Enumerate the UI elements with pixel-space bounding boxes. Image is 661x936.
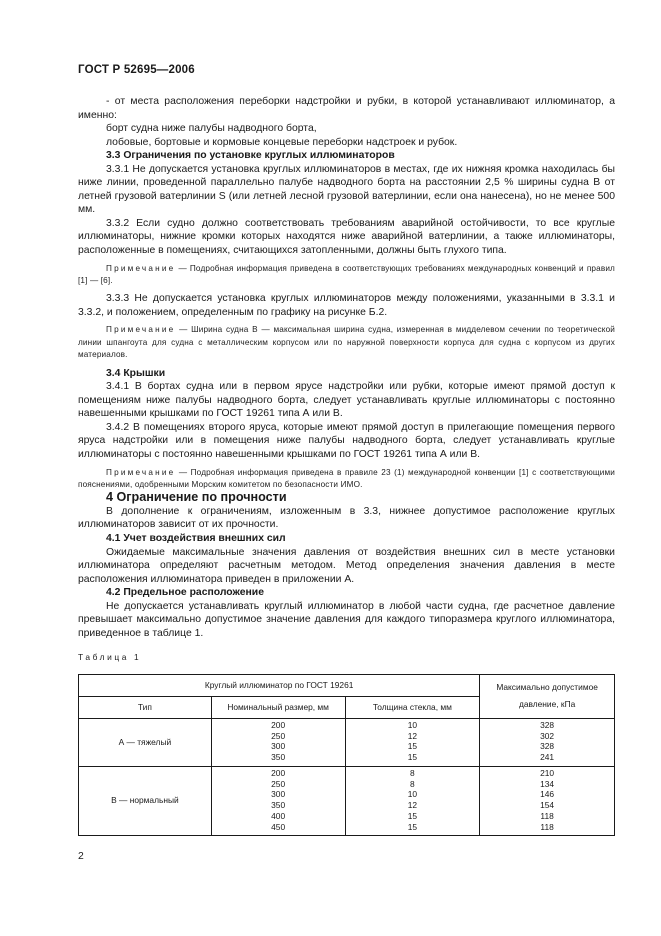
paragraph-3-3-1: 3.3.1 Не допускается установка круглых иллюминаторов в местах, где их нижняя кромка находилась бы ниже линии, проведенной параллельно палубе надводного борта на расстоянии 2,5 % ширины судна B от летней грузовой ватерлинии S (или летней лесной грузовой ватерлинии, если она нанесена), но не менее 500 мм. <box>78 163 615 216</box>
table-value: 350 <box>271 800 286 811</box>
table-value: 250 <box>271 778 286 789</box>
table-cell-sizes <box>211 718 345 766</box>
document-body <box>78 95 615 836</box>
section-heading-3-3: 3.3 Ограничения по установке круглых иллюминаторов <box>106 150 395 162</box>
table-cell-sizes <box>211 766 345 835</box>
table-caption: Таблица 1 <box>78 652 142 663</box>
paragraph-3-4-2: 3.4.2 В помещениях второго яруса, которые имеют прямой доступ в прилегающие помещения первого яруса надстройки или в помещения ниже палубы надводного борта, следует устанавливать круглые иллюминаторы с постоянно навешенными крышками по ГОСТ 19261 типа А или В. <box>78 421 615 460</box>
note-text: — Подробная информация приведена в соответствующих требованиях международных конвенций и правил [1] — [6]. <box>78 263 615 285</box>
table-value: 8 <box>410 767 415 778</box>
table-value: 134 <box>540 778 555 789</box>
table-cell-type: А — тяжелый <box>79 718 212 766</box>
table-value: 15 <box>407 811 418 822</box>
table-value: 400 <box>271 811 286 822</box>
table-value: 12 <box>407 800 418 811</box>
table-value: 328 <box>540 719 555 730</box>
table-row <box>79 718 615 766</box>
table-cell-pressure <box>480 766 615 835</box>
table-value: 15 <box>407 741 418 752</box>
table-value: 10 <box>407 719 418 730</box>
table-group-header: Круглый иллюминатор по ГОСТ 19261 <box>79 674 480 696</box>
table-value: 328 <box>540 741 555 752</box>
table-value: 154 <box>540 800 555 811</box>
table-value: 210 <box>540 767 555 778</box>
table-cell-type: В — нормальный <box>79 766 212 835</box>
paragraph-3-3-2: 3.3.2 Если судно должно соответствовать требованиям аварийной остойчивости, то все круглые иллюминаторы, нижние кромки которых находятся ниже аварийной ватерлинии, а также иллюминаторы, расположенные в помещениях, считающихся затопленными, должны быть глухого типа. <box>78 217 615 257</box>
note-label: Примечание <box>106 263 176 273</box>
table-value: 300 <box>271 741 286 752</box>
table-value: 350 <box>271 752 286 763</box>
note <box>78 467 615 492</box>
table-value: 15 <box>407 821 418 832</box>
note-label: Примечание <box>106 467 176 477</box>
table-value: 250 <box>271 730 286 741</box>
paragraph-3-3-3: 3.3.3 Не допускается установка круглых иллюминаторов между положениями, указанными в 3.3.1 и 3.3.2, и положением, определенным по графику на рисунке Б.2. <box>78 293 615 318</box>
table-cell-thickness <box>345 718 480 766</box>
paragraph-4: В дополнение к ограничениям, изложенным в 3.3, нижнее допустимое расположение круглых иллюминаторов зависит от их прочности. <box>78 505 615 531</box>
note-label: Примечание <box>106 325 176 335</box>
paragraph: борт судна ниже палубы надводного борта, <box>106 123 317 135</box>
table-value: 8 <box>410 778 415 789</box>
table-value: 241 <box>540 752 555 763</box>
table-value: 302 <box>540 730 555 741</box>
section-heading-4-1: 4.1 Учет воздействия внешних сил <box>106 532 286 544</box>
data-table <box>78 674 615 836</box>
table-header-thickness: Толщина стекла, мм <box>345 696 480 718</box>
table-cell-thickness <box>345 766 480 835</box>
paragraph-4-2: Не допускается устанавливать круглый иллюминатор в любой части судна, где расчетное давление превышает максимально допустимое значение давления для каждого типоразмера круглого иллюминатора, приведенное в таблице 1. <box>78 600 615 639</box>
table-value: 10 <box>407 789 418 800</box>
note <box>78 263 615 288</box>
paragraph: - от места расположения переборки надстройки и рубки, в которой устанавливают иллюминатор, а именно: <box>78 96 615 121</box>
section-heading-4-2: 4.2 Предельное расположение <box>106 587 264 599</box>
page-number: 2 <box>78 851 84 862</box>
table-value: 146 <box>540 789 555 800</box>
paragraph: лобовые, бортовые и кормовые концевые переборки надстроек и рубок. <box>106 136 458 148</box>
table-value: 200 <box>271 719 286 730</box>
table-value: 200 <box>271 767 286 778</box>
table-cell-pressure <box>480 718 615 766</box>
note-text: — Подробная информация приведена в правиле 23 (1) международной конвенции [1] с соответствующими пояснениями, одобренными Морским комитетом по безопасности ИМО. <box>78 467 615 489</box>
table-header-type: Тип <box>79 696 212 718</box>
table-header-size: Номинальный размер, мм <box>211 696 345 718</box>
paragraph-3-4-1: 3.4.1 В бортах судна или в первом ярусе надстройки или рубки, которые имеют прямой доступ к помещениям ниже палубы надводного борта, следует устанавливать круглые иллюминаторы с постоянно навешенными крышками по ГОСТ 19261 типа А или В. <box>78 381 615 420</box>
table-value: 118 <box>540 821 554 832</box>
note <box>78 324 615 361</box>
table-value: 15 <box>407 752 418 763</box>
paragraph-4-1: Ожидаемые максимальные значения давления от воздействия внешних сил в месте установки иллюминатора определяют расчетным методом. Метод определения значения давления в месте расположения иллюминатора приведен в приложении А. <box>78 546 615 585</box>
table-value: 12 <box>407 730 418 741</box>
document-header: ГОСТ Р 52695—2006 <box>78 64 195 76</box>
table-row <box>79 766 615 835</box>
table-value: 450 <box>271 821 286 832</box>
note-text: — Ширина судна В — максимальная ширина судна, измеренная в мидделевом сечении по теоретической линии шпангоута для судна с металлическим корпусом или по наружной поверхности корпуса для судна с корпусом из других материалов. <box>78 325 615 360</box>
section-heading-3-4: 3.4 Крышки <box>106 367 166 379</box>
table-value: 300 <box>271 789 286 800</box>
section-heading-4: 4 Ограничение по прочности <box>106 490 287 505</box>
table-value: 118 <box>540 811 554 822</box>
table-header-max-pressure: Максимально допустимое давление, кПа <box>480 674 615 718</box>
